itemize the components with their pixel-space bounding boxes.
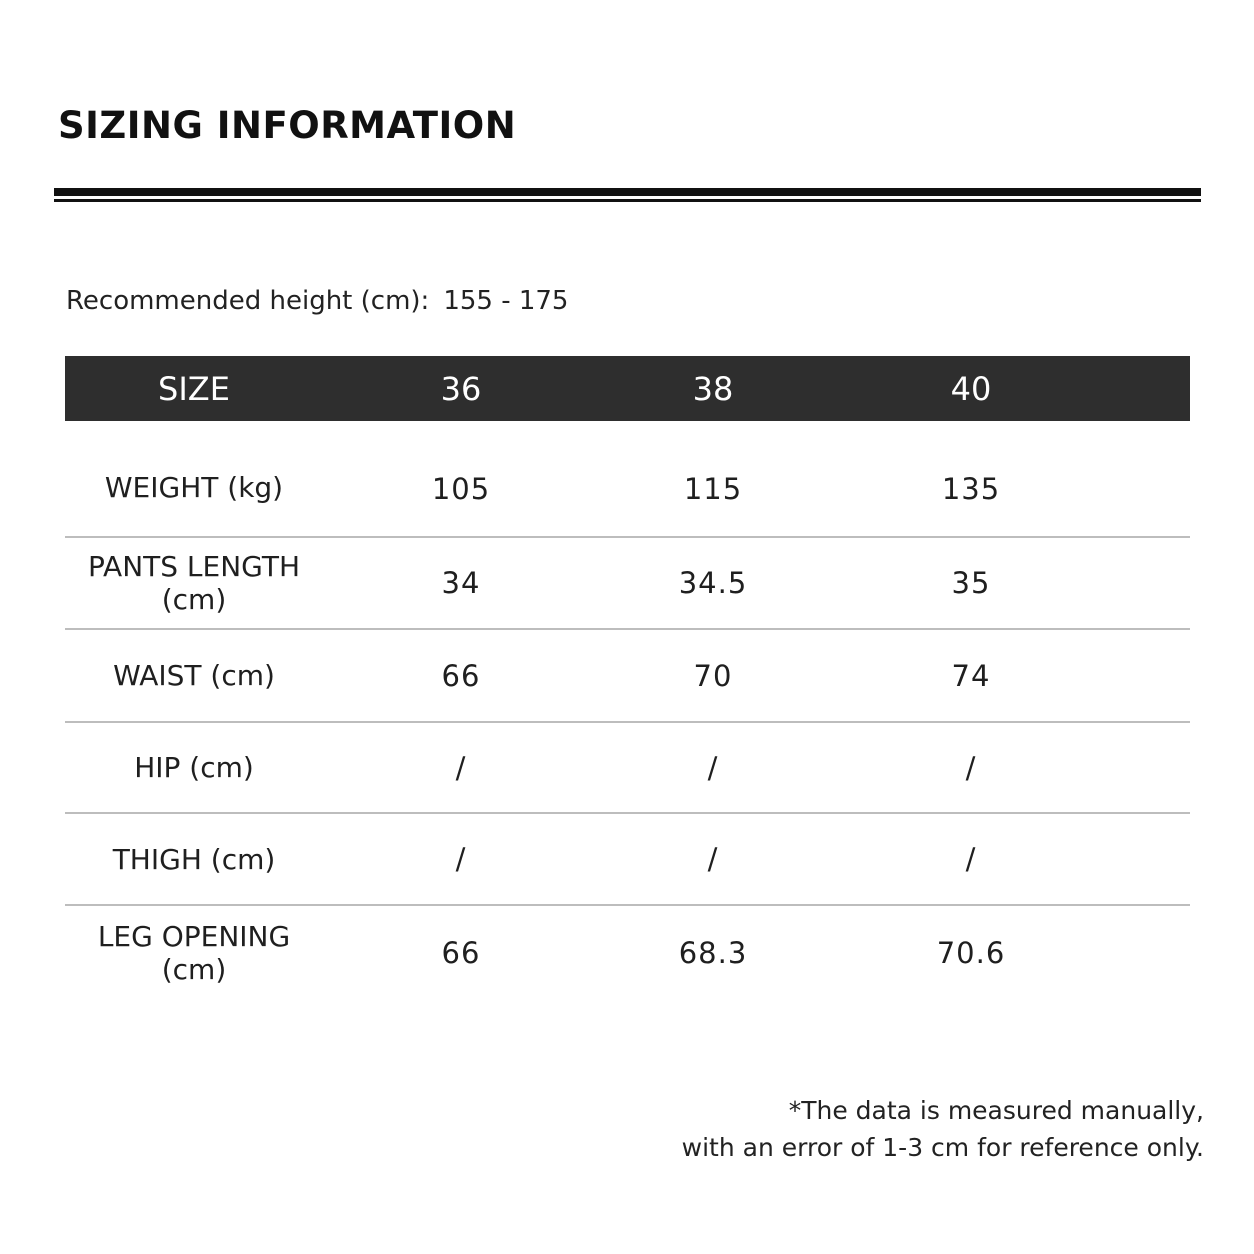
table-cell: / — [599, 722, 827, 813]
measurement-note-line-2: with an error of 1-3 cm for reference only. — [681, 1133, 1204, 1162]
recommended-height-label: Recommended height (cm): — [66, 286, 430, 316]
table-cell: 70.6 — [936, 935, 1006, 970]
header-size-40: 40 — [827, 356, 1115, 421]
row-label: WAIST (cm) — [65, 629, 323, 722]
recommended-height-value: 155 - 175 — [443, 286, 569, 316]
table-row-thigh — [65, 813, 1190, 905]
table-header-row — [65, 356, 1190, 421]
table-cell: 105 — [323, 421, 599, 537]
table-cell: 70 — [599, 629, 827, 722]
header-size-36: 36 — [323, 356, 599, 421]
table-cell-spacer — [1115, 537, 1190, 629]
table-cell-spacer — [1115, 813, 1190, 905]
page-title: SIZING INFORMATION — [58, 104, 517, 147]
size-table — [65, 356, 1190, 999]
row-label: LEG OPENING (cm) — [97, 919, 291, 986]
row-label: PANTS LENGTH (cm) — [65, 537, 323, 629]
measurement-note — [682, 1092, 1204, 1166]
table-cell: 66 — [323, 629, 599, 722]
table-cell-spacer — [1115, 629, 1190, 722]
table-cell: 34 — [323, 537, 599, 629]
measurement-note-line-1: *The data is measured manually, — [788, 1096, 1204, 1125]
title-divider-thin — [54, 199, 1201, 202]
header-size-38: 38 — [599, 356, 827, 421]
table-row-hip — [65, 722, 1190, 813]
table-cell: 135 — [827, 421, 1115, 537]
recommended-height — [66, 286, 568, 316]
table-cell: 115 — [599, 421, 827, 537]
header-spacer — [1115, 356, 1190, 421]
table-cell: / — [323, 813, 599, 905]
table-cell: 74 — [827, 629, 1115, 722]
table-cell: 34.5 — [599, 537, 827, 629]
table-cell-spacer — [1115, 421, 1190, 537]
table-cell: / — [599, 813, 827, 905]
title-divider-thick — [54, 188, 1201, 196]
table-cell-spacer — [1115, 905, 1190, 999]
table-cell-spacer — [1115, 722, 1190, 813]
table-row-weight — [65, 421, 1190, 537]
header-size: SIZE — [65, 356, 323, 421]
row-label: THIGH (cm) — [65, 813, 323, 905]
table-row-waist — [65, 629, 1190, 722]
table-cell: / — [323, 722, 599, 813]
table-cell: 35 — [827, 537, 1115, 629]
row-label: WEIGHT (kg) — [65, 421, 323, 537]
table-cell: 68.3 — [678, 935, 748, 970]
table-cell: / — [827, 722, 1115, 813]
table-row-pants-length — [65, 537, 1190, 629]
table-cell: 66 — [441, 935, 481, 970]
table-cell: / — [827, 813, 1115, 905]
table-row-leg-opening — [65, 905, 1190, 999]
row-label: HIP (cm) — [65, 722, 323, 813]
